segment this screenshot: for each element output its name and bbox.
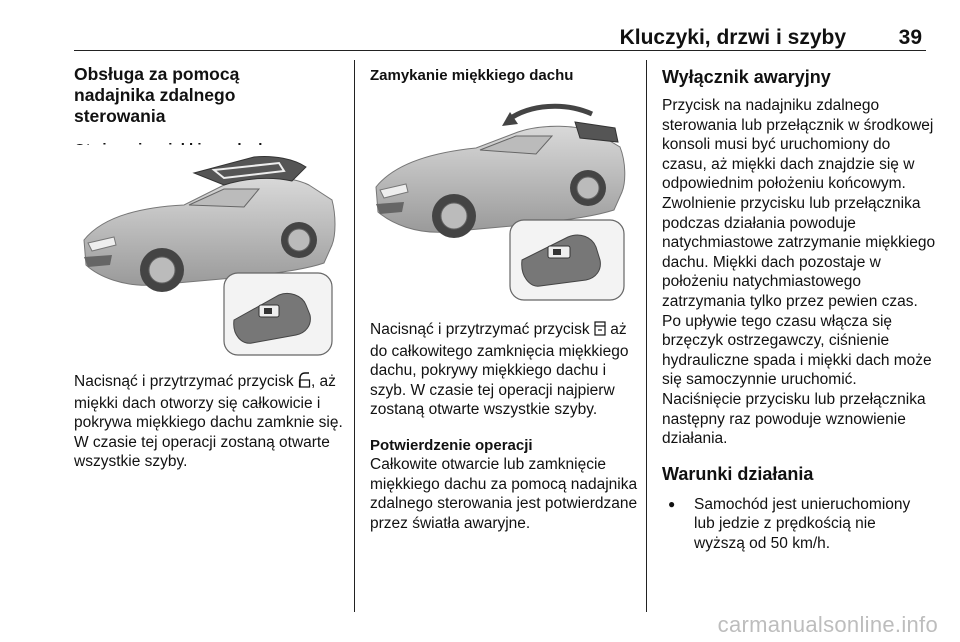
column-2-heading <box>370 64 638 85</box>
paragraph-confirmation: Całkowite otwarcie lub zamknięcie miękkiego dachu za pomocą nadajnika zdalnego sterowania jest potwierdzane przez światła awaryjne. <box>370 455 638 532</box>
open-text-after: , aż miękki dach otworzy się całkowicie i pokrywa miękkiego dachu zamknie się. W czasie tej operacji zostaną otwarte wszystkie szyby. <box>74 373 343 471</box>
paragraph-open-roof <box>74 372 346 472</box>
close-text-before: Nacisnąć i przytrzymać przycisk <box>370 321 594 338</box>
column-divider-2 <box>646 60 647 612</box>
paragraph-emergency: Przycisk na nadajniku zdalnego sterowania lub przełącznik w środkowej konsoli musi być uruchomiony do czasu, aż miękki dach znajdzie się w odpowiednim położeniu końcowym. Zwolnienie przycisku lub przełącznika podczas działania powoduje natychmiastowe zatrzymanie miękkiego dachu. Miękki dach pozostaje w położeniu natychmiastowego zatrzymania tylko przez pewien czas. Po upływie tego czasu włącza się brzęczyk ostrzegawczy, ciśnienie hydrauliczne spada i miękki dach może się samoczynnie uruchomić. Naciśnięcie przycisku lub przełącznika następny raz powoduje wznowienie działania. <box>662 97 936 448</box>
conditions-list <box>662 495 936 554</box>
figure-roof-close <box>370 92 634 304</box>
header-title: Kluczyki, drzwi i szyby <box>619 26 846 49</box>
paragraph-close-roof <box>370 320 638 420</box>
section-heading-remote: Obsługa za pomocą nadajnika zdalnego sterowania <box>74 64 240 126</box>
section-heading-conditions: Warunki działania <box>662 463 814 484</box>
bullet-mark: ● <box>668 496 676 511</box>
close-text-after: aż do całkowitego zamknięcia miękkiego dachu, pokrywy miękkiego dachu i szyb. W czasie tej operacji najpierw zostaną otwarte wszystkie szyby. <box>370 321 629 419</box>
page-number: 39 <box>898 26 922 49</box>
list-item <box>664 495 936 554</box>
column-divider-1 <box>354 60 355 612</box>
column-3 <box>662 66 936 553</box>
watermark: carmanualsonline.info <box>717 612 938 637</box>
subheading-confirmation: Potwierdzenie operacji <box>370 436 533 454</box>
car-roof-close-illustration <box>370 92 634 304</box>
column-1-text <box>74 372 346 472</box>
column-2-text <box>370 320 638 533</box>
page-header <box>74 22 926 51</box>
section-heading-emergency: Wyłącznik awaryjny <box>662 67 831 87</box>
list-item-text: Samochód jest unieruchomiony lub jedzie z prędkością nie wyższą od 50 km/h. <box>694 495 911 552</box>
figure-roof-open <box>74 145 342 360</box>
roof-open-icon <box>298 372 311 394</box>
open-text-before: Nacisnąć i przytrzymać przycisk <box>74 373 298 390</box>
subheading-close-roof: Zamykanie miękkiego dachu <box>370 67 574 84</box>
car-roof-open-illustration <box>74 145 342 360</box>
roof-close-icon <box>594 321 606 342</box>
